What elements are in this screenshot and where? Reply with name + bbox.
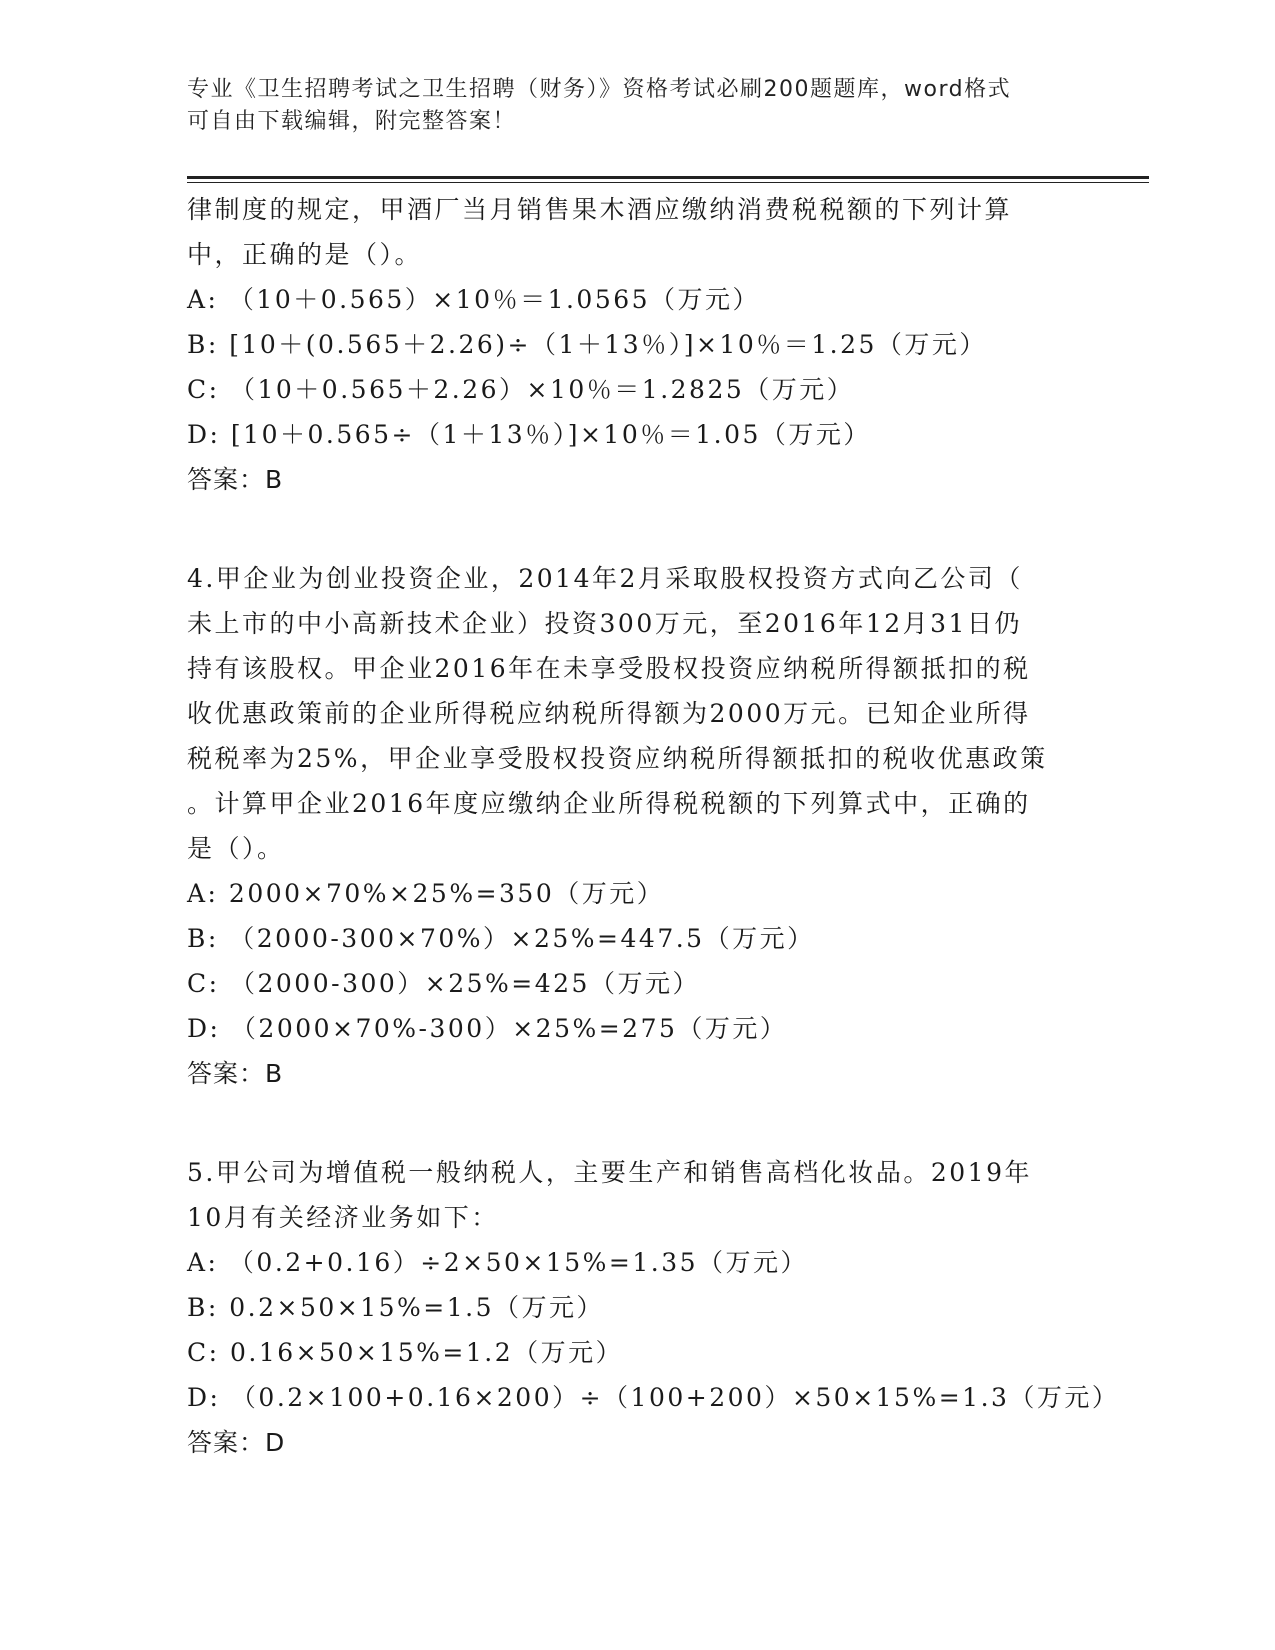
question-3-stem-line: 中，正确的是（）。 [187,240,423,269]
question-4-stem-line: 收优惠政策前的企业所得税应纳税所得额为2000万元。已知企业所得 [187,699,1031,728]
question-4 [187,556,1087,1096]
question-5-option-a: A: （0.2+0.16）÷2×50×15%=1.35（万元） [187,1248,809,1277]
question-content [187,187,1120,1465]
question-5-stem-line: 10月有关经济业务如下： [187,1203,499,1232]
spacer [187,1096,1087,1150]
question-4-option-d: D: （2000×70%-300）×25%=275（万元） [187,1014,788,1043]
question-3 [187,187,1087,502]
header-divider-thin [187,182,1149,183]
question-4-option-c: C: （2000-300）×25%=425（万元） [187,969,700,998]
question-4-stem-line: 。计算甲企业2016年度应缴纳企业所得税税额的下列算式中，正确的 [187,789,1031,818]
question-5-answer: 答案：D [187,1428,286,1457]
document-header [187,74,1067,138]
header-line-1: 专业《卫生招聘考试之卫生招聘（财务）》资格考试必刷200题题库，word格式 [187,77,1012,102]
question-4-option-a: A: 2000×70%×25%=350（万元） [187,879,665,908]
question-4-stem-line: 4.甲企业为创业投资企业，2014年2月采取股权投资方式向乙公司（ [187,564,1023,593]
question-4-stem-line: 未上市的中小高新技术企业）投资300万元，至2016年12月31日仍 [187,609,1022,638]
question-5-option-b: B: 0.2×50×15%=1.5（万元） [187,1293,604,1322]
question-5-stem-line: 5.甲公司为增值税一般纳税人，主要生产和销售高档化妆品。2019年 [187,1158,1032,1187]
question-4-stem-line: 是（）。 [187,834,285,863]
question-4-stem-line: 持有该股权。甲企业2016年在未享受股权投资应纳税所得额抵扣的税 [187,654,1031,683]
question-3-option-c: C: （10＋0.565＋2.26）×10％＝1.2825（万元） [187,375,855,404]
question-5-option-d: D: （0.2×100+0.16×200）÷（100+200）×50×15%=1.3（万元） [187,1383,1120,1412]
header-divider-thick [187,176,1149,179]
question-3-stem-line: 律制度的规定，甲酒厂当月销售果木酒应缴纳消费税税额的下列计算 [187,195,1013,224]
question-5-option-c: C: 0.16×50×15%=1.2（万元） [187,1338,624,1367]
question-3-answer: 答案：B [187,465,284,494]
question-4-answer: 答案：B [187,1059,284,1088]
question-3-option-b: B: [10＋(0.565＋2.26)÷（1＋13％）]×10％＝1.25（万元） [187,330,987,359]
spacer [187,502,1087,556]
question-3-option-a: A: （10＋0.565）×10％＝1.0565（万元） [187,285,761,314]
header-line-2: 可自由下载编辑，附完整答案！ [187,109,517,134]
question-3-option-d: D: [10＋0.565÷（1＋13％）]×10％＝1.05（万元） [187,420,871,449]
question-4-option-b: B: （2000-300×70%）×25%=447.5（万元） [187,924,815,953]
question-5 [187,1150,1120,1465]
question-4-stem-line: 税税率为25%，甲企业享受股权投资应纳税所得额抵扣的税收优惠政策 [187,744,1048,773]
